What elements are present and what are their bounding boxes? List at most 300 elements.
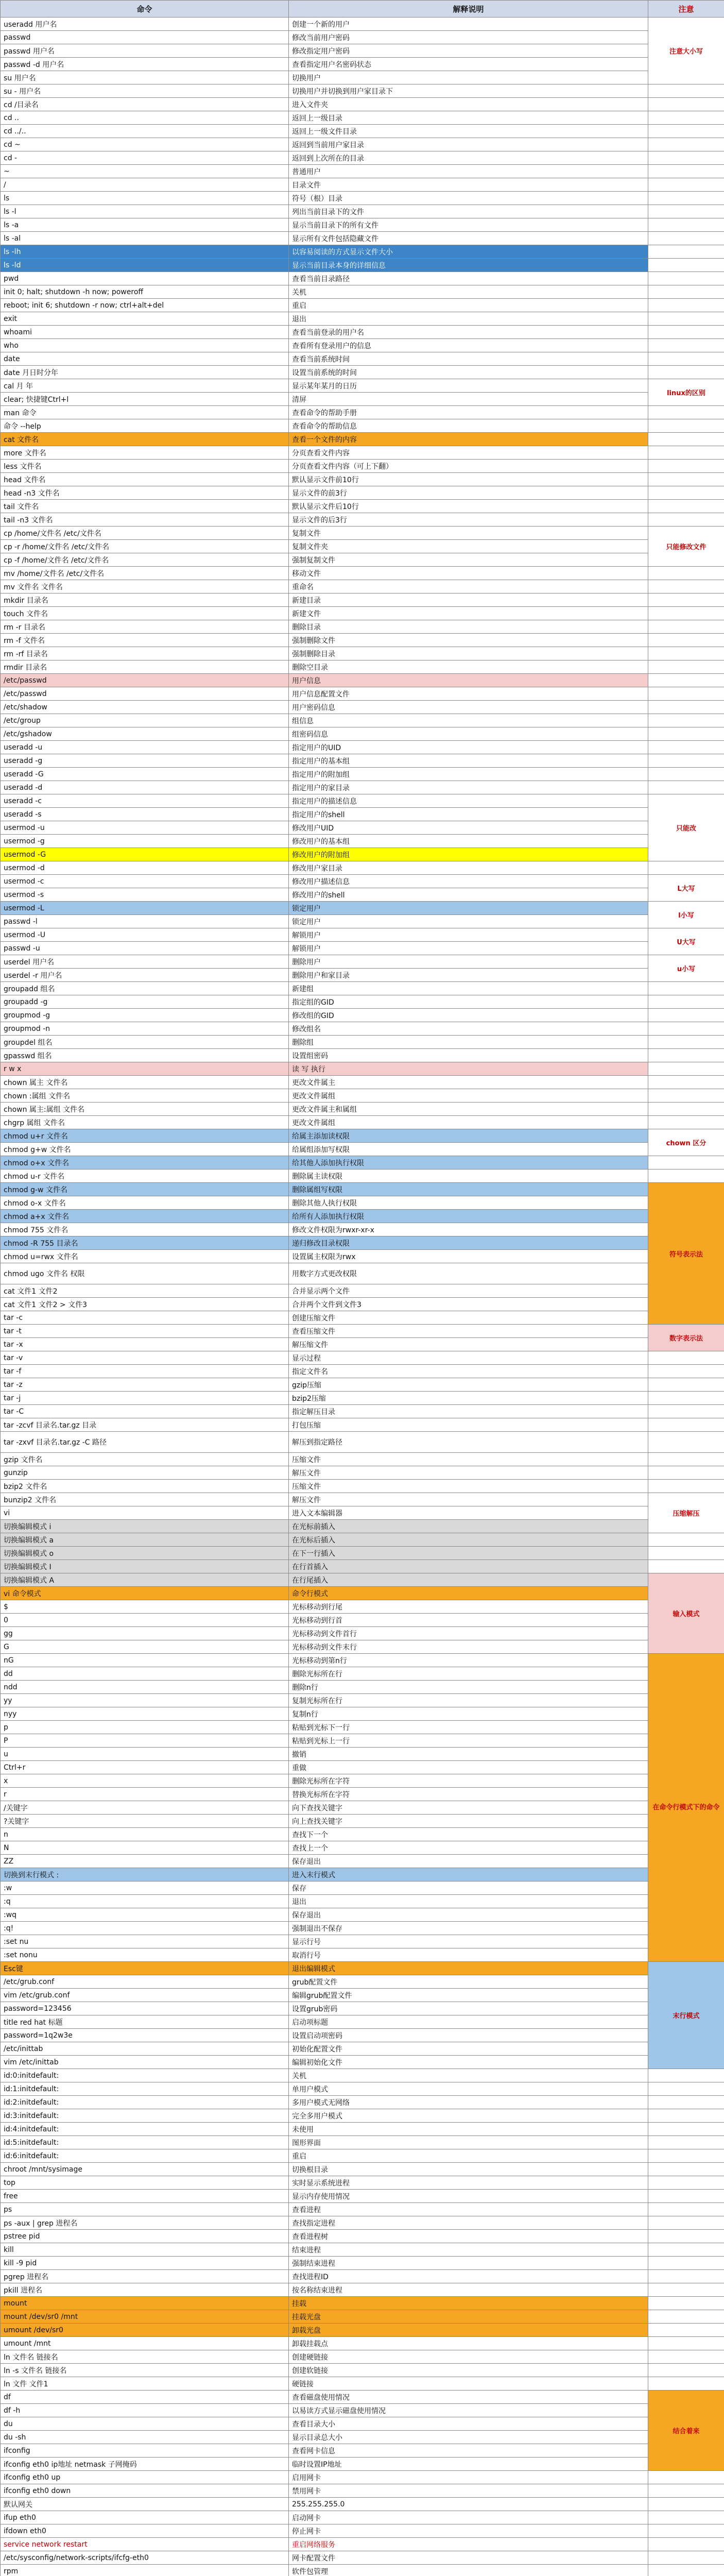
command-cell: su 用户名 — [1, 71, 289, 84]
description-cell: 查看指定用户名密码状态 — [289, 58, 648, 71]
command-cell: gunzip — [1, 1466, 289, 1480]
description-cell: 复制文件夹 — [289, 540, 648, 553]
description-cell: 查看当前系统时间 — [289, 352, 648, 366]
command-cell: $ — [1, 1600, 289, 1614]
description-cell: 指定用户的shell — [289, 808, 648, 821]
table-row — [1, 2056, 724, 2069]
command-cell: chmod u+r 文件名 — [1, 1129, 289, 1143]
note-cell — [648, 1076, 724, 1089]
description-cell: 新建组 — [289, 982, 648, 995]
command-cell: tar -c — [1, 1311, 289, 1325]
table-row — [1, 2377, 724, 2391]
table-row — [1, 2257, 724, 2270]
note-cell — [648, 272, 724, 285]
description-cell: 删除光标所在字符 — [289, 1774, 648, 1788]
table-row — [1, 1560, 724, 1573]
description-cell: 解锁用户 — [289, 928, 648, 942]
description-cell: 在光标前插入 — [289, 1520, 648, 1533]
note-cell — [648, 352, 724, 366]
table-row — [1, 701, 724, 714]
description-cell: 默认显示文件后10行 — [289, 500, 648, 513]
command-cell: kill — [1, 2243, 289, 2257]
command-cell: ls -lh — [1, 245, 289, 259]
command-cell: :set nu — [1, 1935, 289, 1948]
description-cell: 命令行模式 — [289, 1587, 648, 1600]
description-cell: 删除目录 — [289, 620, 648, 634]
table-row — [1, 2163, 724, 2176]
description-cell: 设置属主权限为rwx — [289, 1250, 648, 1263]
note-cell: 压缩解压 — [648, 1493, 724, 1533]
description-cell: 解压到指定路径 — [289, 1432, 648, 1453]
note-cell — [648, 861, 724, 875]
command-cell: / — [1, 178, 289, 192]
command-cell: usermod -G — [1, 848, 289, 861]
command-cell: tar -f — [1, 1365, 289, 1378]
note-cell — [648, 178, 724, 192]
table-row — [1, 768, 724, 781]
table-row — [1, 2015, 724, 2029]
command-cell: tail 文件名 — [1, 500, 289, 513]
note-cell — [648, 1049, 724, 1062]
command-cell: groupmod -n — [1, 1022, 289, 1036]
table-row — [1, 1418, 724, 1432]
description-cell: 查看命令的帮助信息 — [289, 419, 648, 433]
description-cell: 移动文件 — [289, 567, 648, 580]
table-row — [1, 1882, 724, 1895]
description-cell: 单用户模式 — [289, 2082, 648, 2096]
table-row — [1, 888, 724, 902]
description-cell: 保存退出 — [289, 1908, 648, 1922]
table-row — [1, 1466, 724, 1480]
table-row — [1, 1788, 724, 1801]
command-cell: ls -l — [1, 205, 289, 218]
command-cell: mv 文件名 文件名 — [1, 580, 289, 594]
description-cell: 在光标后插入 — [289, 1533, 648, 1547]
note-cell — [648, 192, 724, 205]
table-row — [1, 1815, 724, 1828]
description-cell: 重命名 — [289, 580, 648, 594]
table-row — [1, 2337, 724, 2350]
note-cell — [648, 1022, 724, 1036]
description-cell: 指定用户的家目录 — [289, 781, 648, 794]
note-cell — [648, 2324, 724, 2337]
table-row — [1, 232, 724, 245]
command-cell: cd /目录名 — [1, 98, 289, 111]
table-row — [1, 1284, 724, 1298]
note-cell: linux的区别 — [648, 379, 724, 406]
description-cell: 光标移动到文件首行 — [289, 1627, 648, 1640]
note-cell — [648, 727, 724, 741]
description-cell: 返回到当前用户家目录 — [289, 138, 648, 151]
table-row — [1, 1989, 724, 2002]
description-cell: 默认显示文件前10行 — [289, 473, 648, 486]
description-cell: 粘贴到光标上一行 — [289, 1734, 648, 1748]
command-cell: id:2:initdefault: — [1, 2096, 289, 2109]
note-cell — [648, 2364, 724, 2377]
note-cell: 数字表示法 — [648, 1325, 724, 1351]
command-cell: n — [1, 1828, 289, 1841]
description-cell: 设置当前系统的时间 — [289, 366, 648, 379]
table-row — [1, 2190, 724, 2203]
command-cell: /etc/inittab — [1, 2042, 289, 2056]
command-cell: ZZ — [1, 1855, 289, 1868]
description-cell: 修改用户的附加组 — [289, 848, 648, 861]
note-cell — [648, 701, 724, 714]
description-cell: 解压文件 — [289, 1493, 648, 1506]
command-cell: cat 文件1 文件2 — [1, 1284, 289, 1298]
table-row — [1, 2324, 724, 2337]
description-cell: 以容易阅读的方式显示文件大小 — [289, 245, 648, 259]
description-cell: 复制n行 — [289, 1707, 648, 1721]
note-cell — [648, 2377, 724, 2391]
description-cell: 网卡配置文件 — [289, 2551, 648, 2565]
table-row — [1, 31, 724, 44]
description-cell: 用数字方式更改权限 — [289, 1263, 648, 1284]
command-cell: id:1:initdefault: — [1, 2082, 289, 2096]
command-cell: gpasswd 组名 — [1, 1049, 289, 1062]
command-cell: ifconfig eth0 down — [1, 2484, 289, 2498]
note-cell — [648, 2123, 724, 2136]
table-row — [1, 567, 724, 580]
description-cell: 卸载挂载点 — [289, 2337, 648, 2350]
note-cell: 注意大小写 — [648, 18, 724, 84]
description-cell: 创建一个新的用户 — [289, 18, 648, 31]
command-cell: :w — [1, 1882, 289, 1895]
description-cell: 指定用户的附加组 — [289, 768, 648, 781]
note-cell — [648, 299, 724, 312]
table-row — [1, 2270, 724, 2283]
command-cell: chmod g+w 文件名 — [1, 1143, 289, 1156]
table-row — [1, 259, 724, 272]
command-cell: /etc/gshadow — [1, 727, 289, 741]
note-cell — [648, 2484, 724, 2498]
table-row — [1, 875, 724, 888]
table-row — [1, 2538, 724, 2551]
table-row — [1, 594, 724, 607]
command-cell: rm -r 目录名 — [1, 620, 289, 634]
table-row — [1, 2524, 724, 2538]
table-row — [1, 1156, 724, 1170]
header-note: 注意 — [648, 1, 724, 18]
description-cell: grub配置文件 — [289, 1975, 648, 1989]
table-row — [1, 1480, 724, 1493]
table-row — [1, 580, 724, 594]
note-cell — [648, 620, 724, 634]
note-cell — [648, 486, 724, 500]
table-row — [1, 1022, 724, 1036]
command-cell: 切换到末行模式 : — [1, 1868, 289, 1882]
note-cell — [648, 513, 724, 527]
note-cell: chown 区分 — [648, 1129, 724, 1156]
description-cell: 打包压缩 — [289, 1418, 648, 1432]
command-cell: chown 属主:属组 文件名 — [1, 1103, 289, 1116]
note-cell — [648, 594, 724, 607]
description-cell: 退出编辑模式 — [289, 1962, 648, 1975]
command-cell: cp /home/文件名 /etc/文件名 — [1, 527, 289, 540]
table-row — [1, 339, 724, 352]
note-cell — [648, 781, 724, 794]
command-cell: du — [1, 2417, 289, 2431]
description-cell: 查看进程 — [289, 2203, 648, 2216]
table-row — [1, 2069, 724, 2082]
table-row — [1, 848, 724, 861]
note-cell — [648, 406, 724, 419]
command-cell: exit — [1, 312, 289, 326]
command-cell: groupadd -g — [1, 995, 289, 1009]
table-row — [1, 915, 724, 928]
command-cell: userdel -r 用户名 — [1, 969, 289, 982]
command-cell: head -n3 文件名 — [1, 486, 289, 500]
table-row — [1, 2230, 724, 2243]
note-cell — [648, 1156, 724, 1170]
command-cell: ls -al — [1, 232, 289, 245]
description-cell: 光标移动到第n行 — [289, 1654, 648, 1667]
command-cell: mkdir 目录名 — [1, 594, 289, 607]
command-cell: useradd -g — [1, 754, 289, 768]
note-cell — [648, 674, 724, 687]
note-cell — [648, 419, 724, 433]
table-row — [1, 1761, 724, 1774]
table-row — [1, 1338, 724, 1351]
note-cell — [648, 1533, 724, 1547]
description-cell: 强制退出不保存 — [289, 1922, 648, 1935]
command-cell: id:0:initdefault: — [1, 2069, 289, 2082]
command-cell: groupdel 组名 — [1, 1036, 289, 1049]
description-cell: 复制光标所在行 — [289, 1694, 648, 1707]
header-command: 命令 — [1, 1, 289, 18]
description-cell: 查看进程树 — [289, 2230, 648, 2243]
command-cell: usermod -u — [1, 821, 289, 835]
table-row — [1, 1975, 724, 1989]
command-cell: ls — [1, 192, 289, 205]
note-cell — [648, 2176, 724, 2190]
table-row — [1, 955, 724, 969]
table-row — [1, 861, 724, 875]
table-row — [1, 1962, 724, 1975]
table-row — [1, 1600, 724, 1614]
description-cell: 禁用网卡 — [289, 2484, 648, 2498]
note-cell — [648, 634, 724, 647]
note-cell — [648, 326, 724, 339]
command-cell: rm -rf 目录名 — [1, 647, 289, 660]
command-cell: 0 — [1, 1614, 289, 1627]
command-cell: cd ../.. — [1, 125, 289, 138]
table-row — [1, 379, 724, 393]
note-cell — [648, 433, 724, 446]
command-cell: useradd 用户名 — [1, 18, 289, 31]
note-cell — [648, 339, 724, 352]
description-cell: 返回上一级文件目录 — [289, 125, 648, 138]
table-row — [1, 1062, 724, 1076]
description-cell: 创建硬链接 — [289, 2350, 648, 2364]
command-cell: dd — [1, 1667, 289, 1681]
description-cell: 进入文件夹 — [289, 98, 648, 111]
table-row — [1, 2096, 724, 2109]
table-row — [1, 2498, 724, 2511]
description-cell: 重启 — [289, 2149, 648, 2163]
description-cell: 修改文件权限为rwxr-xr-x — [289, 1223, 648, 1236]
command-cell: id:6:initdefault: — [1, 2149, 289, 2163]
table-row — [1, 18, 724, 31]
table-row — [1, 2176, 724, 2190]
description-cell: 查看目录大小 — [289, 2417, 648, 2431]
table-row — [1, 1721, 724, 1734]
command-cell: cat 文件名 — [1, 433, 289, 446]
table-row — [1, 1170, 724, 1183]
note-cell — [648, 2069, 724, 2082]
table-row — [1, 2149, 724, 2163]
command-cell: title red hat 标题 — [1, 2015, 289, 2029]
table-row — [1, 553, 724, 567]
command-cell: chown 属主 文件名 — [1, 1076, 289, 1089]
note-cell — [648, 2203, 724, 2216]
table-row — [1, 299, 724, 312]
table-row — [1, 2350, 724, 2364]
table-row — [1, 419, 724, 433]
command-cell: usermod -U — [1, 928, 289, 942]
description-cell: 修改用户家目录 — [289, 861, 648, 875]
description-cell: 删除用户 — [289, 955, 648, 969]
table-row — [1, 1378, 724, 1392]
note-cell — [648, 2149, 724, 2163]
command-cell: x — [1, 1774, 289, 1788]
description-cell: 压缩文件 — [289, 1480, 648, 1493]
description-cell: 用户信息 — [289, 674, 648, 687]
command-cell: userdel 用户名 — [1, 955, 289, 969]
note-cell — [648, 647, 724, 660]
table-row — [1, 312, 724, 326]
description-cell: 修改当前用户密码 — [289, 31, 648, 44]
note-cell — [648, 2538, 724, 2551]
table-row — [1, 111, 724, 125]
description-cell: 设置grub密码 — [289, 2002, 648, 2015]
note-cell — [648, 2190, 724, 2203]
description-cell: 挂载 — [289, 2297, 648, 2310]
note-cell — [648, 1560, 724, 1573]
command-cell: mount /dev/sr0 /mnt — [1, 2310, 289, 2324]
command-cell: reboot; init 6; shutdown -r now; ctrl+alt+del — [1, 299, 289, 312]
description-cell: 删除用户和家目录 — [289, 969, 648, 982]
command-cell: umount /mnt — [1, 2337, 289, 2350]
note-cell — [648, 2471, 724, 2484]
table-row — [1, 2297, 724, 2310]
description-cell: 取消行号 — [289, 1948, 648, 1962]
command-cell: :q — [1, 1895, 289, 1908]
command-cell: ls -a — [1, 218, 289, 232]
table-row — [1, 2511, 724, 2524]
command-cell: df -h — [1, 2404, 289, 2417]
table-row — [1, 1774, 724, 1788]
command-cell: vim /etc/inittab — [1, 2056, 289, 2069]
table-row — [1, 1922, 724, 1935]
command-cell: useradd -s — [1, 808, 289, 821]
table-row — [1, 1432, 724, 1453]
table-row — [1, 1453, 724, 1466]
table-row — [1, 2458, 724, 2471]
description-cell: 光标移动到文件末行 — [289, 1640, 648, 1654]
command-cell: ifconfig eth0 up — [1, 2471, 289, 2484]
description-cell: 退出 — [289, 1895, 648, 1908]
description-cell: 解压文件 — [289, 1466, 648, 1480]
command-cell: Ctrl+r — [1, 1761, 289, 1774]
note-cell — [648, 982, 724, 995]
command-cell: who — [1, 339, 289, 352]
command-cell: /etc/shadow — [1, 701, 289, 714]
command-cell: ln -s 文件名 链接名 — [1, 2364, 289, 2377]
description-cell: 卸载光盘 — [289, 2324, 648, 2337]
note-cell: 结合着来 — [648, 2391, 724, 2471]
note-cell — [648, 1392, 724, 1405]
table-row — [1, 2109, 724, 2123]
note-cell — [648, 151, 724, 165]
description-cell: 删除光标所在行 — [289, 1667, 648, 1681]
command-cell: tar -x — [1, 1338, 289, 1351]
description-cell: 指定文件名 — [289, 1365, 648, 1378]
table-row — [1, 2417, 724, 2431]
table-row — [1, 741, 724, 754]
description-cell: 多用户模式无网络 — [289, 2096, 648, 2109]
command-cell: less 文件名 — [1, 460, 289, 473]
description-cell: 查看所有登录用户的信息 — [289, 339, 648, 352]
table-row — [1, 1547, 724, 1560]
command-cell: chmod u=rwx 文件名 — [1, 1250, 289, 1263]
command-cell: tar -j — [1, 1392, 289, 1405]
table-row — [1, 781, 724, 794]
table-row — [1, 754, 724, 768]
description-cell: 删除空目录 — [289, 660, 648, 674]
note-cell — [648, 205, 724, 218]
table-row — [1, 500, 724, 513]
description-cell: 普通用户 — [289, 165, 648, 178]
table-row — [1, 2029, 724, 2042]
table-row — [1, 727, 724, 741]
description-cell: 启动网卡 — [289, 2511, 648, 2524]
table-row — [1, 272, 724, 285]
table-row — [1, 1311, 724, 1325]
table-row — [1, 1049, 724, 1062]
description-cell: 查看当前登录的用户名 — [289, 326, 648, 339]
note-cell — [648, 125, 724, 138]
description-cell: 修改用户的shell — [289, 888, 648, 902]
command-cell: chmod o-x 文件名 — [1, 1196, 289, 1210]
description-cell: 向下查找关键字 — [289, 1801, 648, 1815]
command-cell: useradd -u — [1, 741, 289, 754]
note-cell — [648, 232, 724, 245]
table-row — [1, 1801, 724, 1815]
note-cell — [648, 580, 724, 594]
description-cell: 光标移动到行尾 — [289, 1600, 648, 1614]
description-cell: 显示过程 — [289, 1351, 648, 1365]
command-cell: /关键字 — [1, 1801, 289, 1815]
table-row — [1, 902, 724, 915]
table-row — [1, 1183, 724, 1196]
command-cell: u — [1, 1748, 289, 1761]
command-cell: vim /etc/grub.conf — [1, 1989, 289, 2002]
note-cell: 符号表示法 — [648, 1183, 724, 1325]
description-cell: 修改组的GID — [289, 1009, 648, 1022]
command-cell: chgrp 属组 文件名 — [1, 1116, 289, 1129]
description-cell: 合并显示两个文件 — [289, 1284, 648, 1298]
note-cell: 末行模式 — [648, 1962, 724, 2069]
table-row — [1, 446, 724, 460]
command-cell: df — [1, 2391, 289, 2404]
note-cell — [648, 2136, 724, 2149]
description-cell: 返回到上次所在的目录 — [289, 151, 648, 165]
description-cell: gzip压缩 — [289, 1378, 648, 1392]
description-cell: 修改用户UID — [289, 821, 648, 835]
command-cell: tar -C — [1, 1405, 289, 1418]
command-cell: groupmod -g — [1, 1009, 289, 1022]
